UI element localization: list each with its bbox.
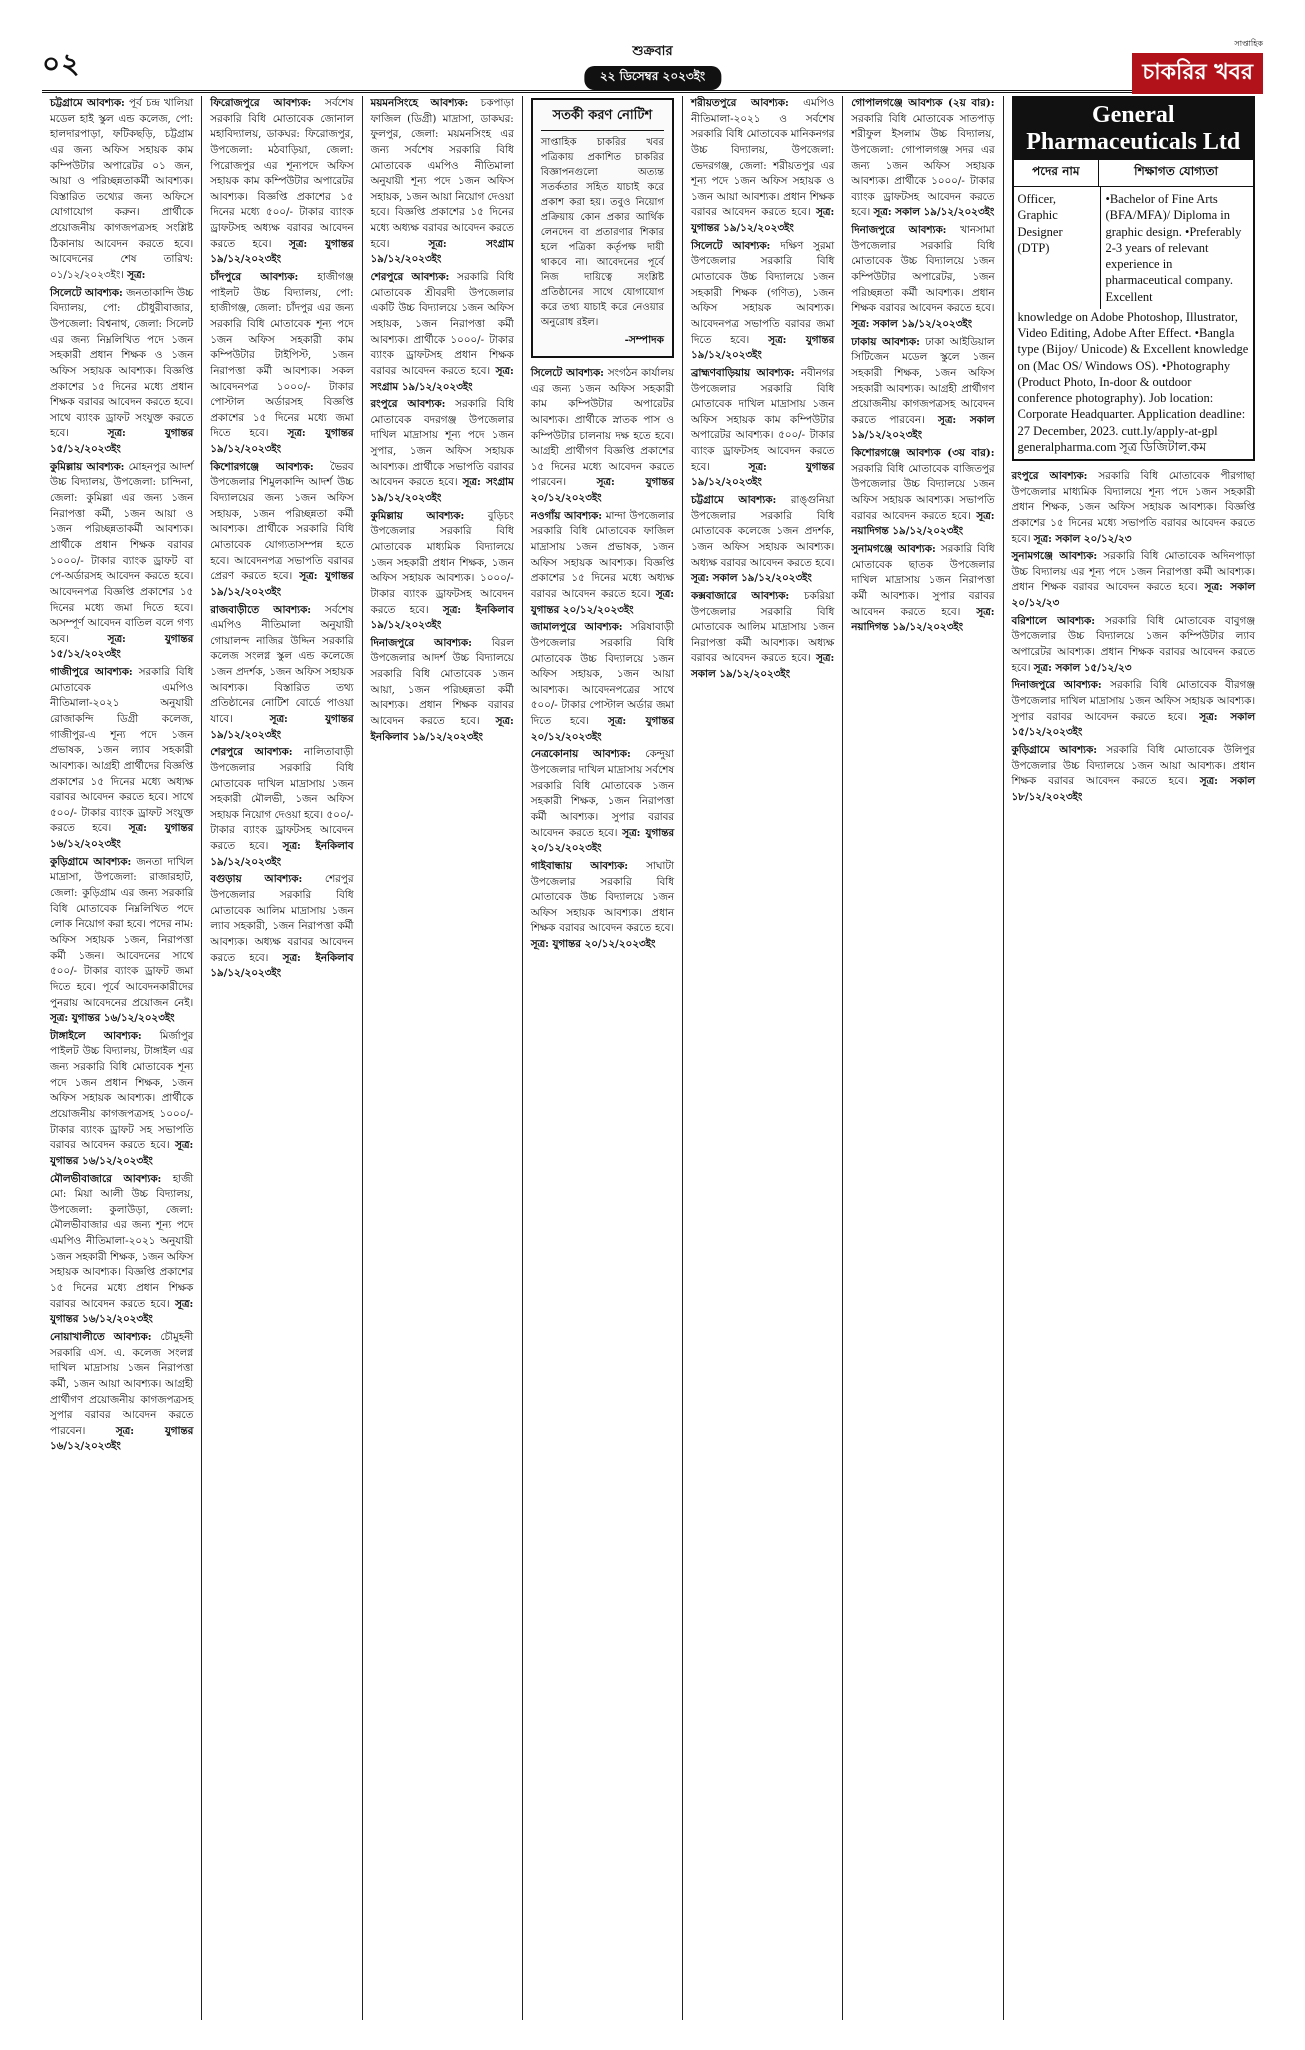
issue-date: ২২ ডিসেম্বর ২০২৩ইং: [584, 66, 721, 90]
job-notice: [371, 96, 514, 268]
notice-heading: রাজবাড়ীতে আবশ্যক:: [210, 603, 312, 616]
notice-source: সূত্র: যুগান্তর ১৫/১২/২০২৩ইং: [50, 632, 194, 661]
job-notice: [851, 96, 994, 221]
job-notice: [531, 620, 674, 745]
notice-heading: নেত্রকোনায় আবশ্যক:: [530, 748, 631, 761]
job-notice: [691, 239, 834, 364]
job-notice: [50, 286, 193, 458]
notice-heading: চট্টগ্রামে আবশ্যক:: [50, 97, 125, 109]
job-notice: [50, 1330, 193, 1455]
notice-text: সাঘাটা উপজেলার সরকারি বিধি মোতাবেক উচ্চ বিদ্যালয়ে ১জন অফিস সহায়ক আবশ্যক। প্রধান শিক্ষক বরাবর আবেদন করতে হবে।: [530, 859, 674, 935]
job-notice: [371, 509, 514, 634]
notice-heading: কুমিল্লায় আবশ্যক:: [370, 509, 465, 522]
column-2: [202, 96, 362, 2020]
warning-signature: -সম্পাদক: [624, 334, 664, 346]
notice-text: সরকারি বিধি মোতাবেক এমপিও নীতিমালা-২০২১ অনুযায়ী রোজাকন্দি ডিগ্রী কলেজ, গাজীপুর-এ শূন্য পদে ১জন প্রভাষক, ১জন ল্যাব সহকারী আবশ্যক। আগ্রহী প্রার্থীদের বিজ্ঞপ্তি প্রকাশের ১৫ দিনের মধ্যে অধ্যক্ষ বরাবর আবেদন করতে হবে। সাথে ৫০০/- টাকার ব্যাংক ড্রাফট সংযুক্ত করতে হবে।: [50, 666, 194, 835]
notice-source: সূত্র: সকাল ১৯/১২/২০২৩ইং: [851, 413, 995, 442]
notice-source: সূত্র: সকাল ২০/১২/২৩: [1033, 532, 1132, 545]
job-notice: [691, 589, 834, 683]
notice-text: সরকারি বিধি মোতাবেক ছাতক উপজেলার দাখিল মাদ্রাসায় ১জন নিরাপত্তা কর্মী আবশ্যক। সুপার বরাবর আবেদন করতে হবে।: [851, 542, 995, 618]
notice-heading: নওগাঁয় আবশ্যক:: [530, 509, 603, 522]
notice-source: সূত্র: সকাল ১৮/১২/২০২৩ইং: [1011, 775, 1256, 803]
notice-heading: কিশোরগঞ্জে আবশ্যক:: [210, 460, 314, 473]
ad-col-requirement: শিক্ষাগত যোগ্যতা: [1134, 164, 1219, 178]
notice-source: সূত্র: সকাল ১৫/১২/২৩: [1033, 661, 1132, 674]
date-box: [584, 42, 721, 90]
notice-text: সরকারি বিধি মোতাবেক উলিপুর উপজেলার উচ্চ বিদ্যালয়ে ১জন আয়া আবশ্যক। প্রধান শিক্ষক বরাবর আবেদন করতে হবে।: [1011, 743, 1256, 788]
job-notice: [1012, 549, 1256, 612]
notice-text: নবীনগর উপজেলার সরকারি বিধি মোতাবেক দাখিল মাদ্রাসায় ১জন অফিস সহায়ক কাম কম্পিউটার অপারেটর আবশ্যক। ৫০০/- টাকার ব্যাংক ড্রাফটসহ আবেদন করতে হবে।: [691, 366, 835, 473]
ad-details: knowledge on Adobe Photoshop, Illustrator, Video Editing, Adobe After Effect. •Bangla type (Bijoy/ Unicode) & Excellent knowledge on (Mac OS/ Windows OS). •Photography (Product Photo, In-door & outdoor conference photography). Job location: Corporate Headquarter. Application deadline: 27 December, 2023. cutt.ly/apply-at-gpl generalpharma.com সূত্র ডিজিটাল.কম: [1017, 309, 1249, 454]
job-notice: [210, 460, 353, 601]
notice-text: দক্ষিণ সুরমা উপজেলার সরকারি বিধি মোতাবেক উচ্চ বিদ্যালয়ে ১জন সহকারী শিক্ষক (গণিত), ১জন অফিস সহায়ক আবশ্যক। আবেদনপত্র সভাপতি বরাবর জমা দিতে হবে।: [691, 239, 835, 346]
notice-text: কেন্দুয়া উপজেলার দাখিল মাদ্রাসায় সর্বশেষ সরকারি বিধি মোতাবেক ১জন সহকারী শিক্ষক, ১জন নিরাপত্তা কর্মী আবশ্যক। সুপার বরাবর আবেদন করতে হবে।: [530, 748, 674, 839]
notice-source: সূত্র: যুগান্তর ১৬/১২/২০২৩ইং: [50, 1139, 194, 1167]
job-notice: [691, 493, 834, 587]
notice-source: সূত্র: যুগান্তর ২০/১২/২০২৩ইং: [530, 715, 675, 743]
ad-requirements: •Bachelor of Fine Arts (BFA/MFA)/ Diploma in graphic design. •Preferably 2-3 years of relevant experience in pharmaceutical company. Excellent: [1105, 192, 1242, 304]
notice-heading: কিশোরগঞ্জে আবশ্যক (৩য় বার):: [851, 447, 995, 460]
ad-col-post: পদের নাম: [1014, 160, 1100, 186]
job-advertisement: [1012, 96, 1256, 461]
notice-source: সূত্র: সকাল ১৯/১২/২০২৩ইং: [873, 206, 995, 219]
notice-heading: দিনাজপুরে আবশ্যক:: [851, 224, 947, 237]
notice-columns: [42, 96, 1263, 2020]
notice-text: শেরপুর উপজেলার সরকারি বিধি মোতাবেক আলিম মাদ্রাসায় ১জন ল্যাব সহকারী, ১জন নিরাপত্তা কর্মী আবশ্যক। অধ্যক্ষ বরাবর আবেদন করতে হবে।: [210, 873, 354, 964]
notice-heading: গাজীপুরে আবশ্যক:: [50, 666, 133, 679]
issue-day: শুক্রবার: [632, 44, 673, 59]
brand-logo: চাকরির খবর: [1132, 53, 1263, 94]
job-notice: [50, 1172, 193, 1328]
notice-text: এমপিও নীতিমালা-২০২১ ও সর্বশেষ সরকারি বিধি মোতাবেক মানিকনগর উচ্চ বিদ্যালয়, উপজেলা: ভেদরগঞ্জ, জেলা: শরীয়তপুর এর শূন্য পদে ১জন অফিস সহায়ক ও ১জন আয়া আবশ্যক। প্রধান শিক্ষক বরাবর আবেদন করতে হবে।: [691, 97, 835, 219]
notice-text: মান্দা উপজেলার সরকারি বিধি মোতাবেক ফাজিল মাদ্রাসায় ১জন প্রভাষক, ১জন অফিস সহায়ক আবশ্যক। বিজ্ঞপ্তি প্রকাশের ১৫ দিনের মধ্যে অধ্যক্ষ বরাবর আবেদন করতে হবে।: [530, 509, 674, 600]
notice-text: বুড়িচং উপজেলার সরকারি বিধি মোতাবেক মাধ্যমিক বিদ্যালয়ে ১জন সহকারী প্রধান শিক্ষক, ১জন অফিস সহায়ক আবশ্যক। ১০০০/- টাকার ব্যাংক ড্রাফটসহ আবেদন করতে হবে।: [370, 509, 514, 616]
brand-tagline: সাপ্তাহিক: [1234, 39, 1263, 48]
notice-text: সরকারি বিধি মোতাবেক বাবুগঞ্জ উপজেলার উচ্চ বিদ্যালয়ে ১জন কম্পিউটার ল্যাব অপারেটর আবশ্যক। প্রধান শিক্ষক বরাবর আবেদন করতে হবে।: [1011, 614, 1256, 674]
brand: [1132, 38, 1263, 94]
notice-source: সূত্র: যুগান্তর ২০/১২/২০২৩ইং: [530, 476, 674, 505]
notice-text: সরকারি বিধি মোতাবেক বাজিতপুর উপজেলার উচ্চ বিদ্যালয়ে ১জন অফিস সহায়ক আবশ্যক। সভাপতি বরাবর আবেদন করতে হবে।: [851, 462, 995, 522]
column-4: [523, 96, 683, 2020]
notice-text: মির্জাপুর পাইলট উচ্চ বিদ্যালয়, টাঙ্গাইল এর জন্য সরকারি বিধি মোতাবেক শূন্য পদে ১জন প্রধান শিক্ষক, ১জন অফিস সহায়ক আবশ্যক। প্রার্থীকে প্রয়োজনীয় কাগজপত্রসহ ১০০০/- টাকার ব্যাংক ড্রাফট সহ সভাপতি বরাবর আবেদন করতে হবে।: [50, 1029, 194, 1152]
notice-source: সূত্র: সকাল ১৯/১২/২০২৩ইং: [691, 572, 812, 585]
notice-source: সূত্র: সংগ্রাম ১৯/১২/২০২৩ইং: [370, 237, 514, 266]
notice-heading: সুনামগঞ্জে আবশ্যক:: [1011, 550, 1098, 563]
notice-text: সংগঠন কার্যালয় এর জন্য ১জন অফিস সহকারী কাম কম্পিউটার অপারেটর আবশ্যক। প্রার্থীকে স্নাতক পাস ও কম্পিউটার চালনায় দক্ষ হতে হবে। আগ্রহী প্রার্থীগণ বিজ্ঞপ্তি প্রকাশের ১৫ দিনের মধ্যে আবেদন করতে পারবেন।: [530, 367, 674, 489]
notice-text: সরকারি বিধি মোতাবেক অদিনপাড়া উচ্চ বিদ্যালয় এর শূন্য পদে ১জন নিরাপত্তা কর্মী আবশ্যক। প্রধান শিক্ষক বরাবর আবেদন করতে হবে।: [1011, 550, 1256, 594]
job-notice: [210, 270, 353, 458]
notice-heading: দিনাজপুরে আবশ্যক:: [1011, 679, 1102, 692]
notice-heading: নোয়াখালীতে আবশ্যক:: [50, 1330, 152, 1343]
notice-source: সূত্র: সকাল ১৯/১২/২০২৩ইং: [691, 652, 835, 681]
job-notice: [1012, 743, 1256, 806]
notice-source: সূত্র: নয়াদিগন্ত ১৯/১২/২০২৩ইং: [851, 509, 995, 538]
notice-source: সূত্র: যুগান্তর ১৯/১২/২০২৩ইং: [691, 206, 835, 235]
job-notice: [851, 335, 994, 444]
notice-heading: কুমিল্লায় আবশ্যক:: [50, 460, 125, 473]
notice-source: সূত্র: ইনকিলাব ১৯/১২/২০২৩ইং: [370, 603, 514, 632]
column-7: [1004, 96, 1264, 2020]
column-3: [363, 96, 523, 2020]
job-notice: [210, 745, 353, 870]
warning-body: সাপ্তাহিক চাকরির খবর পত্রিকায় প্রকাশিত চাকরির বিজ্ঞাপনগুলো অত্যন্ত সতর্কতার সহিত যাচাই করে প্রকাশ করা হয়। তবুও নিয়োগ প্রক্রিয়ায় কোন প্রকার আর্থিক লেনদেন বা প্রতারণার শিকার হলে পত্রিকা কর্তৃপক্ষ দায়ী থাকবে না। আবেদনের পূর্বে নিজ দায়িত্বে সংশ্লিষ্ট প্রতিষ্ঠানের সাথে যোগাযোগ করে তথ্য যাচাই করে নেওয়ার অনুরোধ রইল।: [540, 137, 664, 328]
notice-text: হাজীগঞ্জ পাইলট উচ্চ বিদ্যালয়, পো: হাজীগঞ্জ, জেলা: চাঁদপুর এর জন্য সরকারি বিধি মোতাবেক শূন্য পদে ১জন অফিস সহকারী কাম কম্পিউটার টাইপিস্ট, ১জন নিরাপত্তা কর্মী আবশ্যক। সকল আবেদনপত্র ১০০০/- টাকার পোস্টাল অর্ডারসহ বিজ্ঞপ্তি প্রকাশের ১৫ দিনের মধ্যে জমা দিতে হবে।: [210, 271, 354, 440]
job-notice: [531, 747, 674, 856]
notice-heading: ব্রাহ্মণবাড়িয়ায় আবশ্যক:: [691, 366, 795, 379]
notice-text: হাজী মো: মিয়া আলী উচ্চ বিদ্যালয়, উপজেলা: কুলাউড়া, জেলা: মৌলভীবাজার এর জন্য শূন্য পদে এমপিও নীতিমালা-২০২১ অনুযায়ী ১জন সহকারী শিক্ষক, ১জন অফিস সহায়ক আবশ্যক। বিজ্ঞপ্তি প্রকাশের ১৫ দিনের মধ্যে প্রধান শিক্ষক বরাবর আবেদন করতে হবে।: [50, 1172, 194, 1310]
job-notice: [50, 855, 193, 1027]
job-notice: [851, 446, 994, 540]
notice-heading: সুনামগঞ্জে আবশ্যক:: [851, 542, 936, 555]
notice-text: সরকারি বিধি মোতাবেক সাতপাড় শরীফুল ইসলাম উচ্চ বিদ্যালয়, উপজেলা: গোপালগঞ্জ সদর এর জন্য ১জন অফিস সহায়ক আবশ্যক। প্রার্থীকে ১০০০/- টাকার ব্যাংক ড্রাফটসহ আবেদন করতে হবে।: [851, 112, 995, 219]
notice-heading: চট্টগ্রামে আবশ্যক:: [691, 494, 777, 507]
notice-heading: সিলেটে আবশ্যক:: [530, 367, 604, 379]
notice-heading: কক্সবাজারে আবশ্যক:: [691, 589, 790, 602]
notice-source: সূত্র: যুগান্তর ২০/১২/২০২৩ইং: [530, 938, 656, 951]
notice-heading: রংপুরে আবশ্যক:: [1011, 470, 1088, 482]
notice-heading: শেরপুরে আবশ্যক:: [370, 271, 450, 284]
notice-text: জনতাকান্দি উচ্চ বিদ্যালয়, পো: চৌধুরীবাজার, উপজেলা: বিশ্বনাথ, জেলা: সিলেট এর জন্য নিম্নলিখিত পদে ১জন সহকারী প্রধান শিক্ষক ও ১জন অফিস সহায়ক আবশ্যক। বিজ্ঞপ্তি প্রকাশের ১৫ দিনের মধ্যে প্রধান শিক্ষক বরাবর আবেদন করতে হবে। সাথে ব্যাংক ড্রাফট সংযুক্ত করতে হবে।: [50, 286, 194, 440]
ad-table-header: [1014, 160, 1254, 187]
notice-text: চকরিয়া উপজেলার সরকারি বিধি মোতাবেক আলিম মাদ্রাসায় ১জন নিরাপত্তা কর্মী আবশ্যক। অধ্যক্ষ বরাবর আবেদন করতে হবে।: [691, 589, 835, 665]
job-notice: [691, 96, 834, 237]
notice-heading: চাঁদপুরে আবশ্যক:: [210, 271, 299, 284]
notice-text: ভৈরব উপজেলার শিমুলকান্দি আদর্শ উচ্চ বিদ্যালয়ের জন্য ১জন অফিস সহায়ক, ১জন পরিচ্ছন্নতা কর্মী আবশ্যক। প্রার্থীকে সরকারি বিধি মোতাবেক যোগ্যতাসম্পন্ন হতে হবে। আবেদনপত্র সভাপতি বরাবর প্রেরণ করতে হবে।: [210, 460, 354, 583]
job-notice: [371, 636, 514, 745]
notice-heading: কুড়িগ্রামে আবশ্যক:: [50, 855, 132, 868]
notice-heading: ফিরোজপুরে আবশ্যক:: [210, 97, 312, 109]
notice-text: জনতা দাখিল মাদ্রাসা, উপজেলা: রাজারহাট, জেলা: কুড়িগ্রাম এর জন্য সরকারি বিধি মোতাবেক নিম্নলিখিত পদে লোক নিয়োগ করা হবে। পদের নাম: অফিস সহায়ক ১জন, নিরাপত্তা কর্মী ১জন। আবেদনের সাথে ৫০০/- টাকার ব্যাংক ড্রাফট জমা দিতে হবে। পূর্বে আবেদনকারীদের পুনরায় আবেদনের প্রয়োজন নেই।: [50, 855, 194, 1009]
notice-source: সূত্র: যুগান্তর ১৬/১২/২০২৩ইং: [50, 1012, 175, 1025]
notice-heading: ঢাকায় আবশ্যক:: [851, 335, 920, 348]
job-notice: [210, 603, 353, 744]
job-notice: [1012, 678, 1256, 741]
job-notice: [1012, 469, 1256, 547]
job-notice: [531, 366, 674, 507]
notice-text: খানসামা উপজেলার সরকারি বিধি মোতাবেক উচ্চ বিদ্যালয়ে ১জন কম্পিউটার অপারেটর, ১জন পরিচ্ছন্নতা কর্মী আবশ্যক। প্রধান শিক্ষক বরাবর আবেদন করতে হবে।: [851, 224, 995, 315]
column-1: [42, 96, 202, 2020]
notice-heading: শরীয়তপুরে আবশ্যক:: [691, 97, 789, 109]
notice-source: সূত্র: সংগ্রাম ১৯/১২/২০২৩ইং: [370, 476, 514, 505]
job-notice: [851, 542, 994, 636]
notice-source: সূত্র: যুগান্তর ১৯/১২/২০২৩ইং: [691, 460, 835, 489]
notice-text: পূর্ব চন্দ্র খালিয়া মডেল হাই স্কুল এন্ড কলেজ, পো: হালদারপাড়া, ফটিকছড়ি, চট্টগ্রাম এর জন্য অফিস সহায়ক কাম কম্পিউটার অপারেটর ০১ জন, আয়া ও পরিচ্ছন্নতাকর্মী আবশ্যক। বিস্তারিত তথ্যের জন্য অফিসে যোগাযোগ করুন। প্রার্থীকে প্রয়োজনীয় কাগজপত্রসহ সংশ্লিষ্ট ঠিকানায় আবেদন করতে হবে। আবেদনের শেষ তারিখ: ০১/১২/২০২৩ইং।: [50, 97, 194, 282]
notice-source: সূত্র: যুগান্তর ১৯/১২/২০২৩ইং: [210, 237, 354, 266]
notice-heading: গোপালগঞ্জে আবশ্যক (২য় বার):: [851, 97, 995, 109]
notice-text: নালিতাবাড়ী উপজেলার সরকারি বিধি মোতাবেক দাখিল মাদ্রাসায় ১জন সহকারী মৌলভী, ১জন অফিস সহায়ক নিয়োগ দেওয়া হবে। ৫০০/- টাকার ব্যাংক ড্রাফটসহ আবেদন করতে হবে।: [210, 746, 354, 853]
notice-source: সূত্র: যুগান্তর ১৯/১২/২০২৩ইং: [210, 427, 354, 456]
notice-source: সূত্র: ইনকিলাব ১৯/১২/২০২৩ইং: [210, 840, 354, 868]
ad-table-row: [1014, 187, 1254, 309]
job-notice: [50, 460, 193, 663]
ad-company-name: General Pharmaceuticals Ltd: [1014, 98, 1254, 160]
notice-text: সরকারি বিধি মোতাবেক পীরগাছা উপজেলার মাধ্যমিক বিদ্যালয়ে শূন্য পদে ১জন সহকারী প্রধান শিক্ষক, ১জন অফিস সহায়ক আবশ্যক। বিজ্ঞপ্তি প্রকাশের ১৫ দিনের মধ্যে সভাপতি বরাবর আবেদন করতে হবে।: [1011, 470, 1256, 545]
notice-text: সর্বশেষ সরকারি বিধি মোতাবেক জোনাল মহাবিদ্যালয়, ডাকঘর: ফিরোজপুর, উপজেলা: মঠবাড়িয়া, জেলা: পিরোজপুর এর শূন্যপদে অফিস সহায়ক কাম কম্পিউটার অপারেটর আবশ্যক। বিজ্ঞপ্তি প্রকাশের ১৫ দিনের মধ্যে ৫০০/- টাকার ব্যাংক ড্রাফটসহ অধ্যক্ষ বরাবর আবেদন করতে হবে।: [210, 97, 354, 250]
notice-heading: সিলেটে আবশ্যক:: [691, 239, 771, 252]
notice-text: সরকারি বিধি মোতাবেক বদরগঞ্জ উপজেলার দাখিল মাদ্রাসায় শূন্য পদে ১জন সুপার, ১জন অফিস সহায়ক আবশ্যক। প্রার্থীকে সভাপতি বরাবর আবেদন করতে হবে।: [370, 398, 514, 489]
notice-heading: রংপুরে আবশ্যক:: [370, 398, 446, 411]
job-notice: [531, 859, 674, 953]
notice-heading: শেরপুরে আবশ্যক:: [210, 746, 293, 759]
notice-source: সূত্র: ইনকিলাব ১৯/১২/২০২৩ইং: [370, 714, 514, 743]
notice-source: সূত্র: যুগান্তর ১৯/১২/২০২৩ইং: [210, 570, 354, 598]
job-notice: [851, 223, 994, 332]
notice-source: সূত্র: সকাল ১৯/১২/২০২৩ইং: [851, 317, 973, 330]
notice-source: সূত্র: যুগান্তর ২০/১২/২০২৩ইং: [530, 587, 674, 616]
notice-source: সূত্র: যুগান্তর ১৫/১২/২০২৩ইং: [50, 427, 194, 456]
notice-source: সূত্র: সংগ্রাম ১৯/১২/২০২৩ইং: [370, 364, 514, 393]
job-notice: [531, 509, 674, 618]
notice-source: সূত্র: সকাল ১৫/১২/২০২৩ইং: [1011, 710, 1256, 739]
notice-heading: জামালপুরে আবশ্যক:: [530, 621, 623, 634]
notice-text: বিরল উপজেলার আদর্শ উচ্চ বিদ্যালয়ে সরকারি বিধি মোতাবেক ১জন আয়া, ১জন পরিচ্ছন্নতা কর্মী আবশ্যক। প্রধান শিক্ষক বরাবর আবেদন করতে হবে।: [370, 636, 514, 727]
notice-source: সূত্র: যুগান্তর ১৬/১২/২০২৩ইং: [50, 1297, 194, 1326]
notice-source: সূত্র: ইনকিলাব ১৯/১২/২০২৩ইং: [210, 951, 354, 980]
column-5: [683, 96, 843, 2020]
notice-heading: টাঙ্গাইলে আবশ্যক:: [50, 1029, 142, 1042]
ad-post-name: Officer, Graphic Designer (DTP): [1014, 187, 1102, 309]
notice-heading: ময়মনসিংহে আবশ্যক:: [370, 97, 469, 109]
page-number: ০২: [42, 47, 81, 80]
notice-source: সূত্র: যুগান্তর ১৯/১২/২০২৩ইং: [210, 712, 354, 741]
job-notice: [1012, 614, 1256, 677]
notice-source: সূত্র:: [127, 269, 146, 282]
masthead: [42, 38, 1263, 93]
notice-text: ঢাকা আইডিয়াল সিটিজেন মডেল স্কুলে ১জন সহকারী শিক্ষক, ১জন অফিস সহকারী আবশ্যক। আগ্রহী প্রার্থীগণ প্রয়োজনীয় কাগজপত্রসহ আবেদন করতে পারবেন।: [851, 335, 995, 426]
job-notice: [50, 96, 193, 284]
job-notice: [50, 1029, 193, 1170]
notice-heading: গাইবান্ধায় আবশ্যক:: [530, 859, 629, 872]
notice-source: সূত্র: যুগান্তর ১৯/১২/২০২৩ইং: [691, 333, 835, 362]
notice-source: সূত্র: যুগান্তর ২০/১২/২০২৩ইং: [530, 826, 674, 855]
notice-heading: বগুড়ায় আবশ্যক:: [210, 873, 303, 886]
notice-text: মোহনপুর আদর্শ উচ্চ বিদ্যালয়, উপজেলা: চান্দিনা, জেলা: কুমিল্লা এর জন্য ১জন নিরাপত্তা কর্মী, ১জন আয়া ও ১জন পরিচ্ছন্নতাকর্মী আবশ্যক। প্রার্থীকে প্রধান শিক্ষক বরাবর ১০০০/- টাকার ব্যাংক ড্রাফট বা পে-অর্ডারসহ আবেদন করতে হবে। আবেদনপত্র বিজ্ঞপ্তি প্রকাশের ১৫ দিনের মধ্যে জমা দিতে হবে। অসম্পূর্ণ আবেদন বাতিল বলে গণ্য হবে।: [50, 460, 194, 645]
notice-text: সর্বশেষ এমপিও নীতিমালা অনুযায়ী গোয়ালন্দ নাজির উদ্দিন সরকারি কলেজ সংলগ্ন স্কুল এন্ড কলেজে ১জন প্রদর্শক, ১জন অফিস সহায়ক আবশ্যক। বিস্তারিত তথ্য প্রতিষ্ঠানের নোটিশ বোর্ডে পাওয়া যাবে।: [210, 603, 354, 725]
notice-source: সূত্র: যুগান্তর ১৬/১২/২০২৩ইং: [50, 1424, 194, 1453]
notice-source: সূত্র: সকাল ২০/১২/২৩: [1011, 581, 1255, 610]
notice-heading: কুড়িগ্রামে আবশ্যক:: [1011, 743, 1098, 756]
notice-text: চৌমুহনী সরকারি এস. এ. কলেজ সংলগ্ন দাখিল মাদ্রাসায় ১জন নিরাপত্তা কর্মী, ১জন আয়া আবশ্যক। আগ্রহী প্রার্থীগণ প্রয়োজনীয় কাগজপত্রসহ সুপার বরাবর আবেদন করতে পারবেন।: [50, 1330, 194, 1437]
notice-source: সূত্র: নয়াদিগন্ত ১৯/১২/২০২৩ইং: [851, 605, 995, 634]
warning-notice-box: [531, 98, 674, 358]
warning-title: সতর্কী করণ নোটিশ: [541, 106, 664, 131]
job-notice: [691, 366, 834, 491]
notice-text: সরিষাবাড়ী উপজেলার সরকারি বিধি মোতাবেক উচ্চ বিদ্যালয়ে ১জন অফিস সহায়ক, ১জন আয়া আবশ্যক। আবেদনপত্রের সাথে ৫০০/- টাকার পোস্টাল অর্ডার জমা দিতে হবে।: [530, 621, 674, 728]
job-notice: [371, 397, 514, 506]
job-notice: [50, 665, 193, 853]
notice-text: রাঙ্গুনিয়া উপজেলার সরকারি বিধি মোতাবেক কলেজে ১জন প্রদর্শক, ১জন অফিস সহায়ক আবশ্যক। অধ্যক্ষ বরাবর আবেদন করতে হবে।: [691, 494, 835, 569]
job-notice: [371, 270, 514, 395]
notice-text: চকপাড়া ফাজিল (ডিগ্রী) মাদ্রাসা, ডাকঘর: ফুলপুর, জেলা: ময়মনসিংহ এর জন্য সর্বশেষ সরকারি বিধি মোতাবেক এমপিও নীতিমালা অনুযায়ী শূন্য পদে ১জন অফিস সহায়ক, ১জন আয়া নিয়োগ দেওয়া হবে। বিজ্ঞপ্তি প্রকাশের ১৫ দিনের মধ্যে অধ্যক্ষ বরাবর আবেদন করতে হবে।: [370, 97, 514, 250]
job-notice: [210, 872, 353, 981]
notice-heading: দিনাজপুরে আবশ্যক:: [370, 636, 472, 649]
notice-heading: সিলেটে আবশ্যক:: [50, 286, 123, 299]
notice-text: সরকারি বিধি মোতাবেক বীরগঞ্জ উপজেলার দাখিল মাদ্রাসায় ১জন অফিস সহায়ক আবশ্যক। সুপার বরাবর আবেদন করতে হবে।: [1011, 679, 1256, 723]
column-6: [843, 96, 1003, 2020]
notice-text: সরকারি বিধি মোতাবেক শ্রীবরদী উপজেলার একটি উচ্চ বিদ্যালয়ে ১জন অফিস সহায়ক, ১জন নিরাপত্তা কর্মী আবশ্যক। প্রার্থীকে ১০০০/- টাকার ব্যাংক ড্রাফটসহ প্রধান শিক্ষক বরাবর আবেদন করতে হবে।: [370, 271, 514, 377]
notice-heading: মৌলভীবাজারে আবশ্যক:: [50, 1172, 162, 1185]
notice-source: সূত্র: যুগান্তর ১৬/১২/২০২৩ইং: [50, 822, 194, 851]
job-notice: [210, 96, 353, 268]
notice-heading: বরিশালে আবশ্যক:: [1011, 614, 1096, 627]
